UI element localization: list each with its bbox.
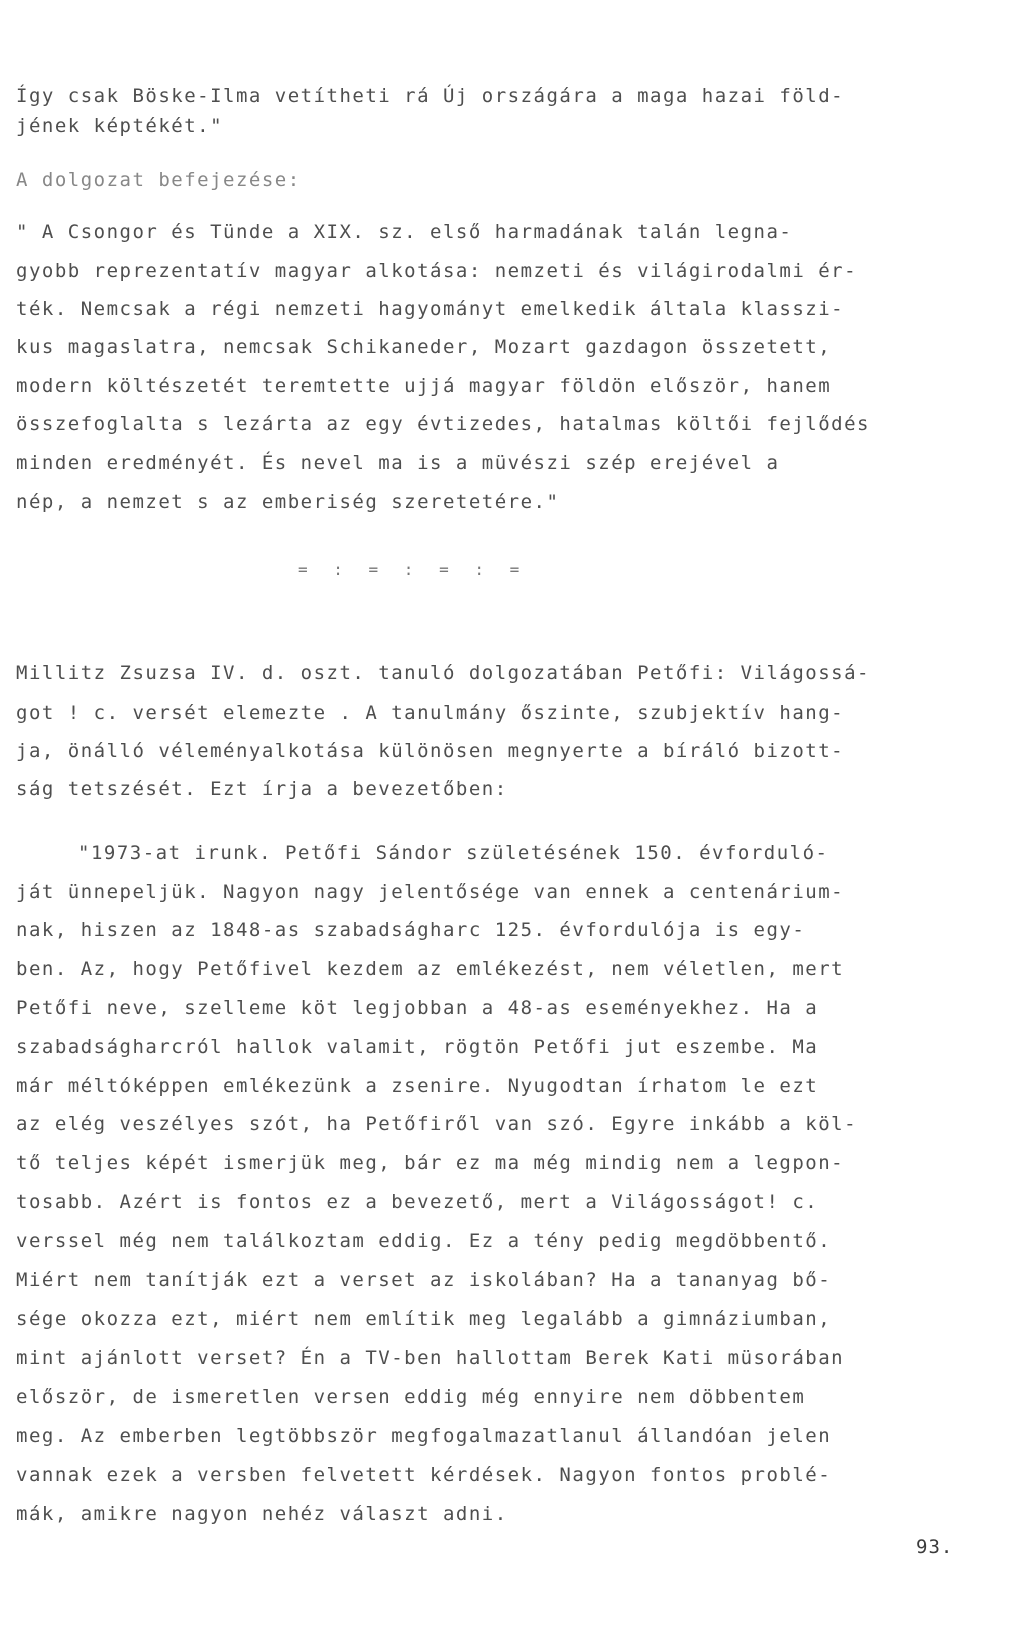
quote-line-4: ben. Az, hogy Petőfivel kezdem az emlékezést, nem véletlen, mert xyxy=(16,958,845,980)
text-line-6: ték. Nemcsak a régi nemzeti hagyományt emelkedik általa klasszi- xyxy=(16,298,845,320)
text-line-8: modern költészetét teremtette ujjá magyar földön először, hanem xyxy=(16,375,832,397)
quote-line-13: sége okozza ezt, miért nem említik meg legalább a gimnáziumban, xyxy=(16,1308,832,1330)
quote-line-5: Petőfi neve, szelleme köt legjobban a 48-as eseményekhez. Ha a xyxy=(16,997,819,1019)
text-line-12: Millitz Zsuzsa IV. d. oszt. tanuló dolgozatában Petőfi: Világossá- xyxy=(16,662,870,684)
quote-line-14: mint ajánlott verset? Én a TV-ben hallottam Berek Kati müsorában xyxy=(16,1347,845,1369)
quote-line-12: Miért nem tanítják ezt a verset az iskolában? Ha a tananyag bő- xyxy=(16,1269,832,1291)
text-line-15: ság tetszését. Ezt írja a bevezetőben: xyxy=(16,778,508,800)
text-line-11: nép, a nemzet s az emberiség szeretetére." xyxy=(16,491,560,513)
quote-line-9: tő teljes képét ismerjük meg, bár ez ma még mindig nem a legpon- xyxy=(16,1152,845,1174)
text-line-4: " A Csongor és Tünde a XIX. sz. első harmadának talán legna- xyxy=(16,221,793,243)
quote-line-1: "1973-at irunk. Petőfi Sándor születésének 150. évforduló- xyxy=(78,842,829,864)
quote-line-8: az elég veszélyes szót, ha Petőfiről van szó. Egyre inkább a köl- xyxy=(16,1113,858,1135)
quote-line-15: először, de ismeretlen versen eddig még ennyire nem döbbentem xyxy=(16,1386,806,1408)
text-line-7: kus magaslatra, nemcsak Schikaneder, Mozart gazdagon összetett, xyxy=(16,336,832,358)
quote-line-11: verssel még nem találkoztam eddig. Ez a tény pedig megdöbbentő. xyxy=(16,1230,832,1252)
text-line-13: got ! c. versét elemezte . A tanulmány őszinte, szubjektív hang- xyxy=(16,702,845,724)
quote-line-10: tosabb. Azért is fontos ez a bevezető, mert a Világosságot! c. xyxy=(16,1191,819,1213)
text-line-2: jének képtékét." xyxy=(16,115,224,137)
quote-line-16: meg. Az emberben legtöbbször megfogalmazatlanul állandóan jelen xyxy=(16,1425,832,1447)
quote-line-17: vannak ezek a versben felvetett kérdések. Nagyon fontos problé- xyxy=(16,1464,832,1486)
quote-line-2: ját ünnepeljük. Nagyon nagy jelentősége van ennek a centenárium- xyxy=(16,881,845,903)
section-heading: A dolgozat befejezése: xyxy=(16,169,301,191)
quote-line-18: mák, amikre nagyon nehéz választ adni. xyxy=(16,1503,508,1525)
text-line-14: ja, önálló véleményalkotása különösen megnyerte a bíráló bizott- xyxy=(16,740,845,762)
text-line-10: minden eredményét. És nevel ma is a müvészi szép erejével a xyxy=(16,452,780,474)
text-line-9: összefoglalta s lezárta az egy évtizedes, hatalmas költői fejlődés xyxy=(16,413,870,435)
section-separator: = : = : = : = xyxy=(298,560,528,579)
quote-line-7: már méltóképpen emlékezünk a zsenire. Nyugodtan írhatom le ezt xyxy=(16,1075,819,1097)
quote-line-3: nak, hiszen az 1848-as szabadságharc 125. évfordulója is egy- xyxy=(16,919,806,941)
text-line-5: gyobb reprezentatív magyar alkotása: nemzeti és világirodalmi ér- xyxy=(16,260,858,282)
text-line-1: Így csak Böske-Ilma vetítheti rá Új országára a maga hazai föld- xyxy=(16,85,845,107)
quote-line-6: szabadságharcról hallok valamit, rögtön Petőfi jut eszembe. Ma xyxy=(16,1036,819,1058)
page-number: 93. xyxy=(916,1536,954,1558)
